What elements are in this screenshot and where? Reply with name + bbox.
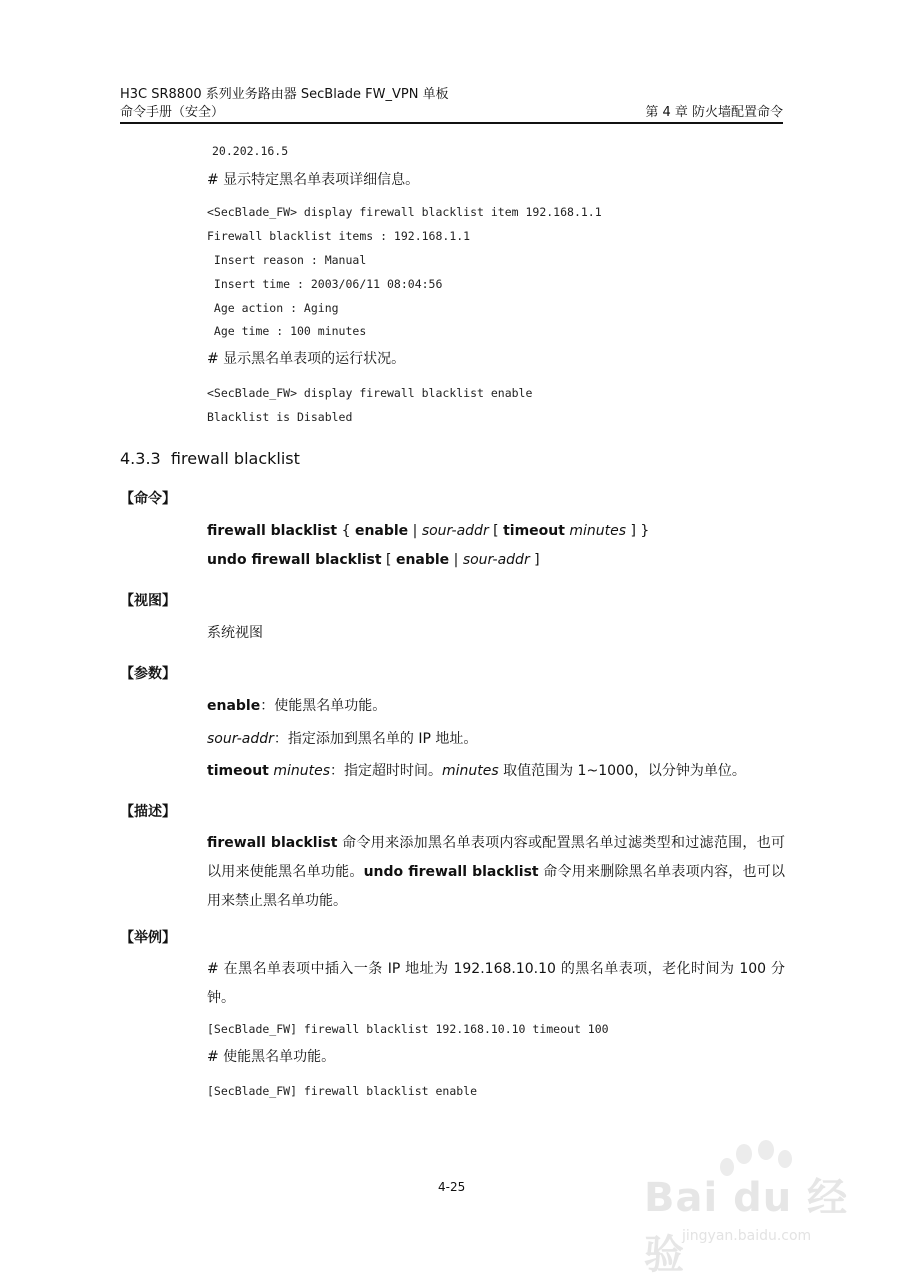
code-line: Blacklist is Disabled: [207, 410, 353, 424]
undo-syntax-line: undo firewall blacklist [ enable | sour-addr ]: [207, 552, 540, 568]
desc-label: 【描述】: [120, 804, 176, 820]
example-comment: # 显示黑名单表项的运行状况。: [207, 351, 406, 367]
example-comment: # 在黑名单表项中插入一条 IP 地址为 192.168.10.10 的黑名单表项，老化时间为 100 分钟。: [207, 961, 785, 1006]
header-chapter: 第 4 章 防火墙配置命令: [645, 105, 783, 120]
param-enable: enable：使能黑名单功能。: [207, 698, 387, 714]
view-label: 【视图】: [120, 593, 176, 609]
code-line: Age time : 100 minutes: [207, 324, 367, 338]
view-text: 系统视图: [207, 625, 263, 641]
example-comment: # 使能黑名单功能。: [207, 1049, 336, 1065]
code-line: [SecBlade_FW] firewall blacklist 192.168.10.10 timeout 100: [207, 1022, 609, 1036]
section-number: 4.3.3: [120, 449, 161, 468]
command-label: 【命令】: [120, 491, 176, 507]
code-line: <SecBlade_FW> display firewall blacklist enable: [207, 386, 533, 400]
param-timeout: timeout minutes：指定超时时间。minutes 取值范围为 1~1000，以分钟为单位。: [207, 763, 746, 779]
code-line: Age action : Aging: [207, 301, 339, 315]
page-number: 4-25: [438, 1180, 466, 1194]
code-line: 20.202.16.5: [212, 144, 289, 158]
example-label: 【举例】: [120, 930, 176, 946]
example-comment: # 显示特定黑名单表项详细信息。: [207, 172, 420, 188]
code-line: <SecBlade_FW> display firewall blacklist item 192.168.1.1: [207, 205, 602, 219]
code-line: Insert time : 2003/06/11 08:04:56: [207, 277, 443, 291]
header-subtitle: 命令手册（安全）: [120, 105, 225, 120]
section-title: firewall blacklist: [170, 449, 300, 468]
baidu-watermark: [640, 1140, 870, 1278]
code-line: [SecBlade_FW] firewall blacklist enable: [207, 1084, 478, 1098]
params-label: 【参数】: [120, 666, 176, 682]
section-heading: [120, 449, 300, 468]
code-line: Firewall blacklist items : 192.168.1.1: [207, 229, 471, 243]
header-title: H3C SR8800 系列业务路由器 SecBlade FW_VPN 单板: [120, 87, 449, 102]
paw-icon: [736, 1144, 752, 1164]
param-sour-addr: sour-addr：指定添加到黑名单的 IP 地址。: [207, 731, 478, 747]
header-rule: [120, 122, 783, 124]
command-syntax-line: firewall blacklist { enable | sour-addr [ timeout minutes ] }: [207, 523, 650, 539]
watermark-url: jingyan.baidu.com: [682, 1228, 812, 1244]
desc-paragraph: firewall blacklist 命令用来添加黑名单表项内容或配置黑名单过滤类型和过滤范围，也可以用来使能黑名单功能。undo firewall blacklist 命令用来删除黑名单表项内容，也可以用来禁止黑名单功能。: [207, 835, 786, 909]
code-line: Insert reason : Manual: [207, 253, 367, 267]
watermark-logo: Bai du 经验: [644, 1175, 849, 1278]
